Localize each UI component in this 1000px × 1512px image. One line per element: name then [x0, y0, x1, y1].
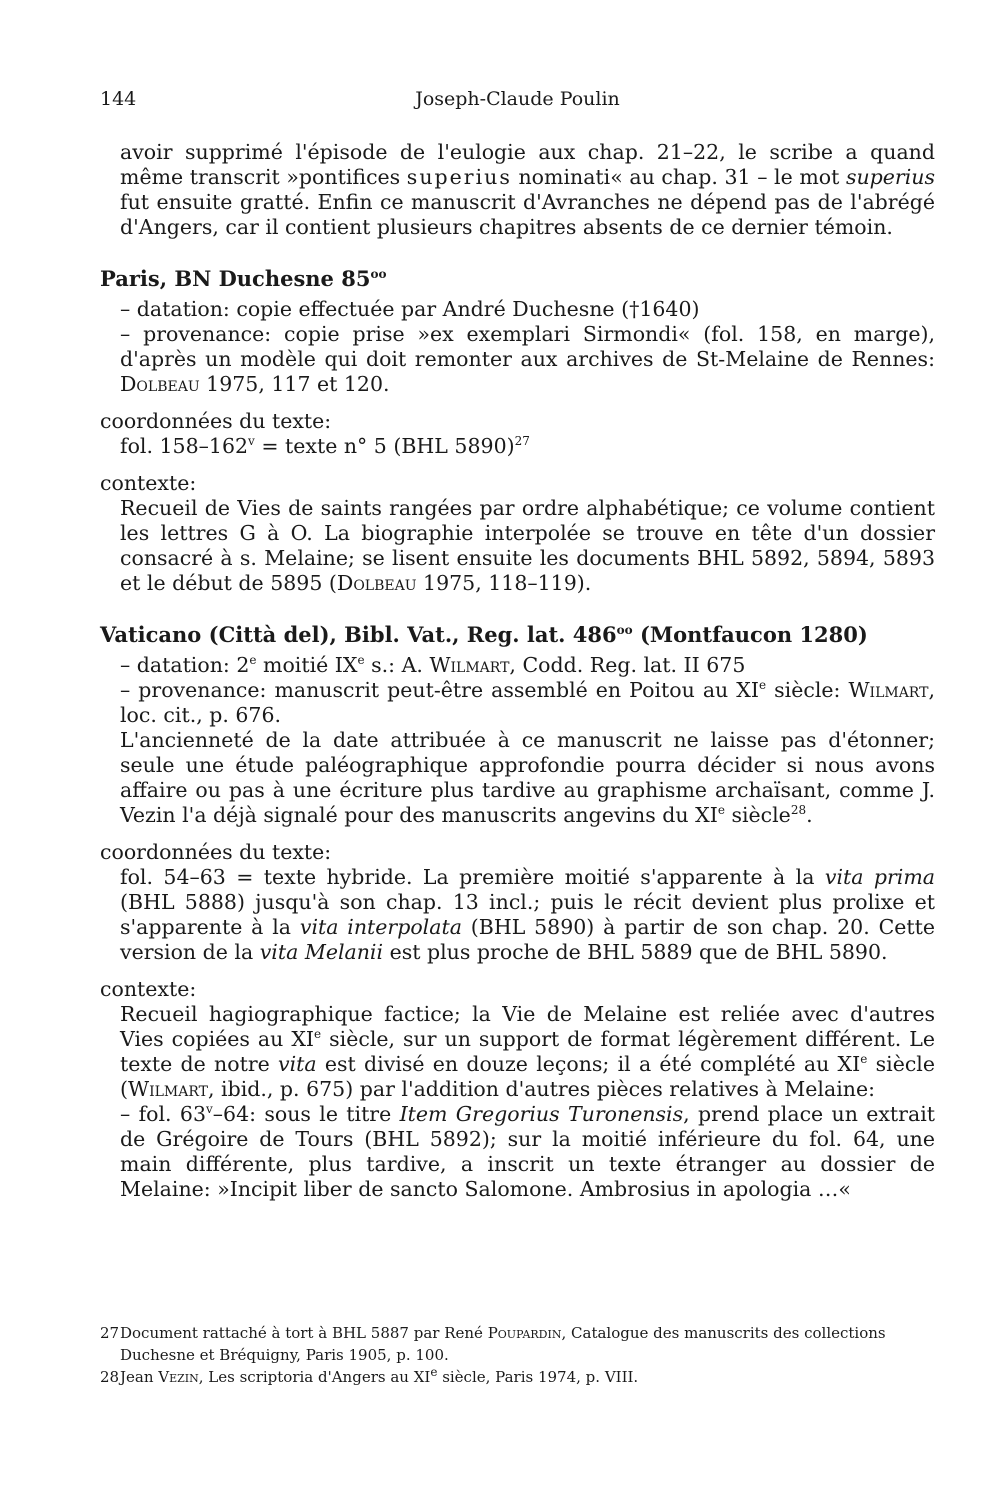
- vaticano-coord: [120, 865, 935, 965]
- paris-context-label: contexte:: [100, 471, 197, 495]
- intro-paragraph: [120, 140, 935, 240]
- text-run: , prend place un extrait de Grégoire de Tours (BHL 5892); sur la moitié inférieure du fol. 64, une main différente, plus tardive, a inscrit un texte étranger au dossier de Melaine: »Incipit liber de sancto Salomone. Ambrosius in apologia …«: [120, 1102, 935, 1201]
- author-name: Vezin: [158, 1368, 199, 1386]
- superscript: e: [249, 653, 257, 668]
- footnote-number: 28: [100, 1368, 120, 1386]
- author-name: Wilmart: [429, 653, 510, 677]
- text-run: 1975, 118–119).: [416, 571, 592, 595]
- author-name: Wilmart: [848, 678, 929, 702]
- text-run: fut ensuite gratté. Enfin ce manuscrit d'Avranches ne dépend pas de l'abrégé d'Angers, car il contient plusieurs chapitres absents de ce dernier témoin.: [120, 190, 935, 239]
- text-run: – provenance: copie prise »ex exemplari Sirmondi« (fol. 158, en marge), d'après un modèle qui doit remonter aux archives de St-Melaine de Rennes:: [120, 322, 935, 371]
- superscript: e: [860, 1052, 868, 1067]
- section-heading-vaticano: [100, 622, 935, 647]
- section-heading-paris: [100, 266, 935, 291]
- text-run: (BHL 5890) à partir de son chap. 20. Cette version de la: [120, 915, 935, 964]
- text-run: Document rattaché à tort à BHL 5887 par René: [120, 1324, 488, 1342]
- vaticano-datation: [120, 653, 935, 678]
- text-run: –64: sous le titre: [212, 1102, 400, 1126]
- text-run: Jean: [120, 1368, 159, 1386]
- author-name: Dolbeau: [336, 571, 417, 595]
- text-run: , Codd. Reg. lat. II 675: [509, 653, 746, 677]
- heading-text: (Montfaucon 1280): [632, 622, 868, 647]
- italic-title: vita Melanii: [259, 940, 384, 964]
- text-run: siècle, Paris 1974, p. VIII.: [437, 1368, 639, 1386]
- italic-word: vita: [278, 1052, 317, 1076]
- footnotes: [100, 1322, 935, 1388]
- italic-title: Item Gregorius Turonensis: [399, 1102, 684, 1126]
- text-run: 1975, 117 et 120.: [199, 372, 390, 396]
- heading-sup: oo: [370, 267, 387, 281]
- text-run: (BHL 5888) jusqu'à son chap. 13 incl.; puis le récit devient plus prolixe et s'apparente à la: [120, 890, 935, 939]
- superscript: e: [717, 803, 725, 818]
- paris-coord: [120, 434, 935, 459]
- text-run: siècle (: [120, 1052, 935, 1101]
- vaticano-folio-item: [120, 1102, 935, 1202]
- superscript: e: [357, 653, 365, 668]
- superscript: e: [314, 1027, 322, 1042]
- superscript: v: [206, 1102, 213, 1117]
- heading-text: Vaticano (Città del), Bibl. Vat., Reg. lat. 486: [100, 622, 617, 647]
- text-run: fol. 54–63 = texte hybride. La première moitié s'apparente à la: [120, 865, 825, 889]
- running-head-author: Joseph-Claude Poulin: [415, 88, 620, 110]
- vaticano-context-label: contexte:: [100, 977, 197, 1001]
- footnote-27: [100, 1322, 935, 1366]
- vaticano-provenance: [120, 678, 935, 728]
- text-run: fol. 158–162: [120, 434, 249, 458]
- text-run: Recueil de Vies de saints rangées par ordre alphabétique; ce volume contient les lettres G à O. La biographie interpolée se trouve en tête d'un dossier consacré à s. Melaine; se lisent ensuite les documents BHL 5892, 5894, 5893 et le début de 5895 (: [120, 496, 935, 595]
- text-run: L'ancienneté de la date attribuée à ce manuscrit ne laisse pas d'étonner; seule une étude paléographique approfondie pourra décider si nous avons affaire ou pas à une écriture plus tardive au graphisme archaïsant, comme J. Vezin l'a déjà signalé pour des manuscrits angevins du XI: [120, 728, 935, 827]
- text-run: siècle: [724, 803, 791, 827]
- author-name: Dolbeau: [120, 372, 200, 396]
- author-name: Poupardin: [487, 1324, 562, 1342]
- text-run: s.: A.: [364, 653, 430, 677]
- text-run: Recueil hagiographique factice; la Vie de Melaine est reliée avec d'autres Vies copiées au XI: [120, 1002, 935, 1051]
- paris-provenance: [120, 322, 935, 397]
- text-run: siècle, sur un support de format légèrement différent. Le texte de notre: [120, 1027, 935, 1076]
- italic-title: vita prima: [824, 865, 935, 889]
- text-run: = texte n° 5 (BHL 5890): [254, 434, 515, 458]
- text-run: nominati« au chap. 31 – le mot: [511, 165, 846, 189]
- vaticano-coord-label: coordonnées du texte:: [100, 840, 332, 864]
- superscript: e: [759, 678, 767, 693]
- text-run: .: [806, 803, 813, 827]
- running-header: [100, 88, 935, 114]
- text-run: , loc. cit., p. 676.: [120, 678, 935, 727]
- text-run: avoir supprimé l'épisode de l'eulogie aux chap. 21–22, le scribe a quand même transcrit »pontifices: [120, 140, 935, 189]
- text-run: – fol. 63: [120, 1102, 206, 1126]
- footnote-ref-27[interactable]: 27: [514, 434, 530, 449]
- paris-context: [120, 496, 935, 596]
- text-run: , Catalogue des manuscrits des collections Duchesne et Bréquigny, Paris 1905, p. 100.: [120, 1324, 886, 1364]
- heading-sup: oo: [616, 623, 633, 637]
- footnote-ref-28[interactable]: 28: [790, 803, 807, 818]
- text-run: , Les scriptoria d'Angers au XI: [198, 1368, 431, 1386]
- text-run: siècle:: [766, 678, 849, 702]
- vaticano-context: [120, 1002, 935, 1102]
- page-number: 144: [100, 88, 137, 110]
- vaticano-anciennete: [120, 728, 935, 828]
- italic-word: superius: [845, 165, 935, 189]
- italic-title: vita interpolata: [299, 915, 462, 939]
- text-run: est plus proche de BHL 5889 que de BHL 5890.: [383, 940, 888, 964]
- main-text: [100, 140, 935, 1202]
- footnote-28: [100, 1366, 935, 1388]
- heading-text: Paris, BN Duchesne 85: [100, 266, 371, 291]
- footnote-number: 27: [100, 1324, 120, 1342]
- text-run: – datation: 2: [120, 653, 250, 677]
- superscript: v: [248, 434, 255, 449]
- superscript: e: [430, 1365, 438, 1379]
- text-run: , ibid., p. 675) par l'addition d'autres pièces relatives à Melaine:: [207, 1077, 875, 1101]
- paris-datation: – datation: copie effectuée par André Duchesne (†1640): [120, 297, 700, 321]
- text-run: est divisé en douze leçons; il a été complété au XI: [316, 1052, 861, 1076]
- spaced-word: superius: [406, 165, 512, 189]
- text-run: – provenance: manuscrit peut-être assemblé en Poitou au XI: [120, 678, 759, 702]
- paris-coord-label: coordonnées du texte:: [100, 409, 332, 433]
- author-name: Wilmart: [128, 1077, 208, 1101]
- text-run: moitié IX: [256, 653, 358, 677]
